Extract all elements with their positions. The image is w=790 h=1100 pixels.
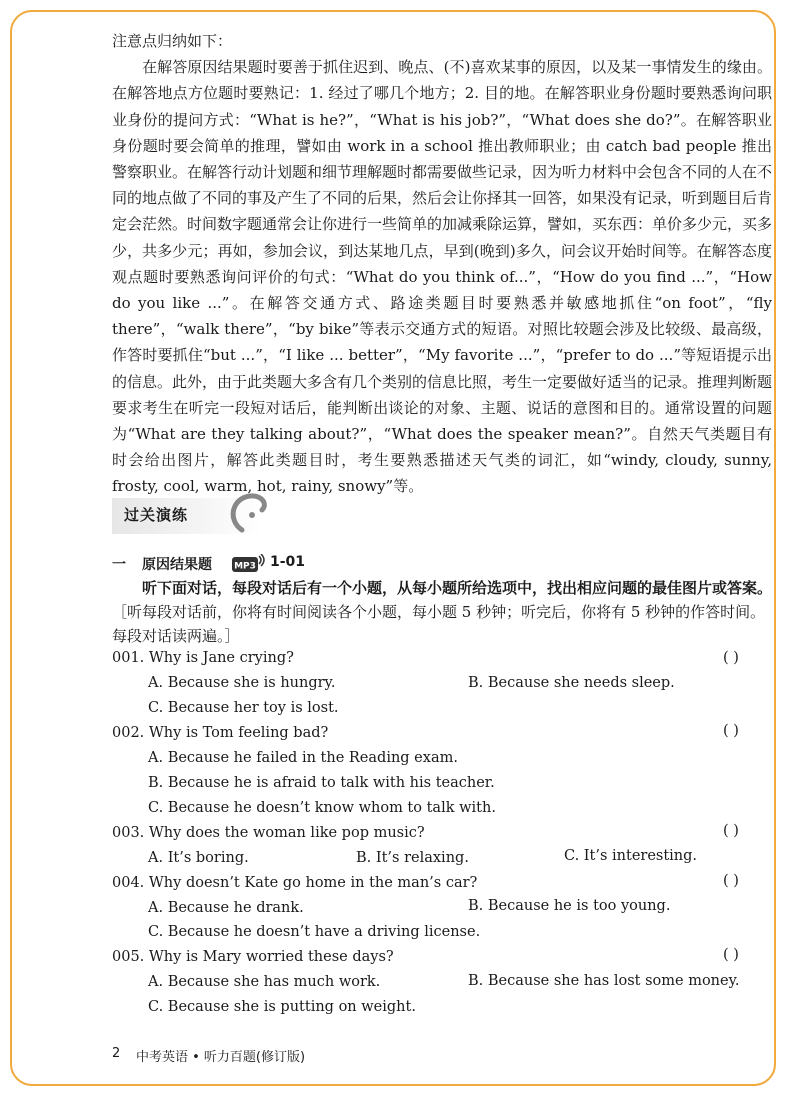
intro-heading: 注意点归纳如下： <box>112 32 233 50</box>
category-header <box>112 554 412 574</box>
option-b[interactable]: B. Because she has lost some money. <box>468 973 740 989</box>
answer-blank[interactable]: ( ) <box>723 947 739 963</box>
answer-blank[interactable]: ( ) <box>723 873 739 889</box>
question-text: Why does the woman like pop music? <box>148 825 425 841</box>
question-number: 005. <box>112 949 145 965</box>
question-number: 004. <box>112 875 145 891</box>
instruction-bold: 听下面对话，每段对话后有一个小题，从每小题所给选项中，找出相应问题的最佳图片或答案。 <box>142 579 773 597</box>
instructions <box>112 576 772 648</box>
option-b[interactable]: B. It’s relaxing. <box>356 850 469 866</box>
instruction-note: ［听每段对话前，你将有时间阅读各个小题，每小题 5 秒钟；听完后，你将有 5 秒钟的作答时间。每段对话读两遍。］ <box>112 603 766 645</box>
section-header <box>112 498 267 534</box>
question-number: 002. <box>112 725 145 741</box>
book-title: 中考英语 • 听力百题(修订版) <box>136 1050 306 1065</box>
option-c[interactable]: C. Because he doesn’t have a driving license. <box>148 924 481 940</box>
mp3-audio-icon <box>232 554 266 574</box>
option-c[interactable]: C. Because her toy is lost. <box>148 700 339 716</box>
question-text: Why is Tom feeling bad? <box>148 725 329 741</box>
option-b[interactable]: B. Because he is too young. <box>468 898 671 914</box>
swirl-icon <box>222 490 272 540</box>
question-text: Why is Jane crying? <box>148 650 294 666</box>
question-number: 001. <box>112 650 145 666</box>
category-title: 原因结果题 <box>142 557 212 573</box>
option-b[interactable]: B. Because he is afraid to talk with his teacher. <box>148 775 495 791</box>
intro-body: 在解答原因结果题时要善于抓住迟到、晚点、(不)喜欢某事的原因，以及某一事情发生的缘由。在解答地点方位题时要熟记：1. 经过了哪几个地方；2. 目的地。在解答职业身份题时要熟悉询问职业身份的提问方式：“What is he?”，“What is his job?”，“What does she do?”。在解答职业身份题时要会简单的推理，譬如由 work in a school 推出教师职业；由 catch bad people 推出警察职业。在解答行动计划题和细节理解题时都需要做些记录，因为听力材料中会包含不同的人在不同的地点做了不同的事及产生了不同的后果，然后会让你择其一回答，如果没有记录，听到题目后肯定会茫然。时间数字题通常会让你进行一些简单的加减乘除运算，譬如，买东西：单价多少元，买多少，共多少元；再如，参加会议，到达某地几点，早到(晚到)多久，问会议开始时间等。在解答态度观点题时要熟悉询问评价的句式：“What do you think of...”，“How do you find ...”，“How do you like ...”。在解答交通方式、路途类题目时要熟悉并敏感地抓住“on foot”，“fly there”，“walk there”，“by bike”等表示交通方式的短语。对照比较题会涉及比较级、最高级，作答时要抓住“but ...”，“I like ... better”，“My favorite ...”，“prefer to do ...”等短语提示出的信息。此外，由于此类题大多含有几个类别的信息比照，考生一定要做好适当的记录。推理判断题要求考生在听完一段短对话后，能判断出谈论的对象、主题、说话的意图和目的。通常设置的问题为“What are they talking about?”，“What does the speaker mean?”。自然天气类题目有时会给出图片，解答此类题目时，考生要熟悉描述天气类的词汇，如“windy, cloudy, sunny, frosty, cool, warm, hot, rainy, snowy”等。 <box>112 58 773 496</box>
answer-blank[interactable]: ( ) <box>723 823 739 839</box>
option-a[interactable]: A. Because he drank. <box>148 900 304 916</box>
option-c[interactable]: C. Because she is putting on weight. <box>148 999 416 1015</box>
option-a[interactable]: A. Because he failed in the Reading exam. <box>148 750 458 766</box>
answer-blank[interactable]: ( ) <box>723 723 739 739</box>
category-number: 一 <box>112 557 126 573</box>
section-title: 过关演练 <box>124 506 189 524</box>
page-number: 2 <box>112 1046 121 1061</box>
option-a[interactable]: A. It’s boring. <box>148 850 249 866</box>
question-text: Why doesn’t Kate go home in the man’s car? <box>148 875 478 891</box>
option-a[interactable]: A. Because she has much work. <box>148 974 381 990</box>
question-text: Why is Mary worried these days? <box>148 949 394 965</box>
mp3-label: MP3 <box>234 561 256 572</box>
option-c[interactable]: C. It’s interesting. <box>564 848 698 864</box>
intro-paragraph <box>112 28 772 500</box>
audio-track-number: 1-01 <box>270 554 306 570</box>
answer-blank[interactable]: ( ) <box>723 650 739 666</box>
option-c[interactable]: C. Because he doesn’t know whom to talk with. <box>148 800 496 816</box>
option-b[interactable]: B. Because she needs sleep. <box>468 675 675 691</box>
question-number: 003. <box>112 825 145 841</box>
option-a[interactable]: A. Because she is hungry. <box>148 675 336 691</box>
